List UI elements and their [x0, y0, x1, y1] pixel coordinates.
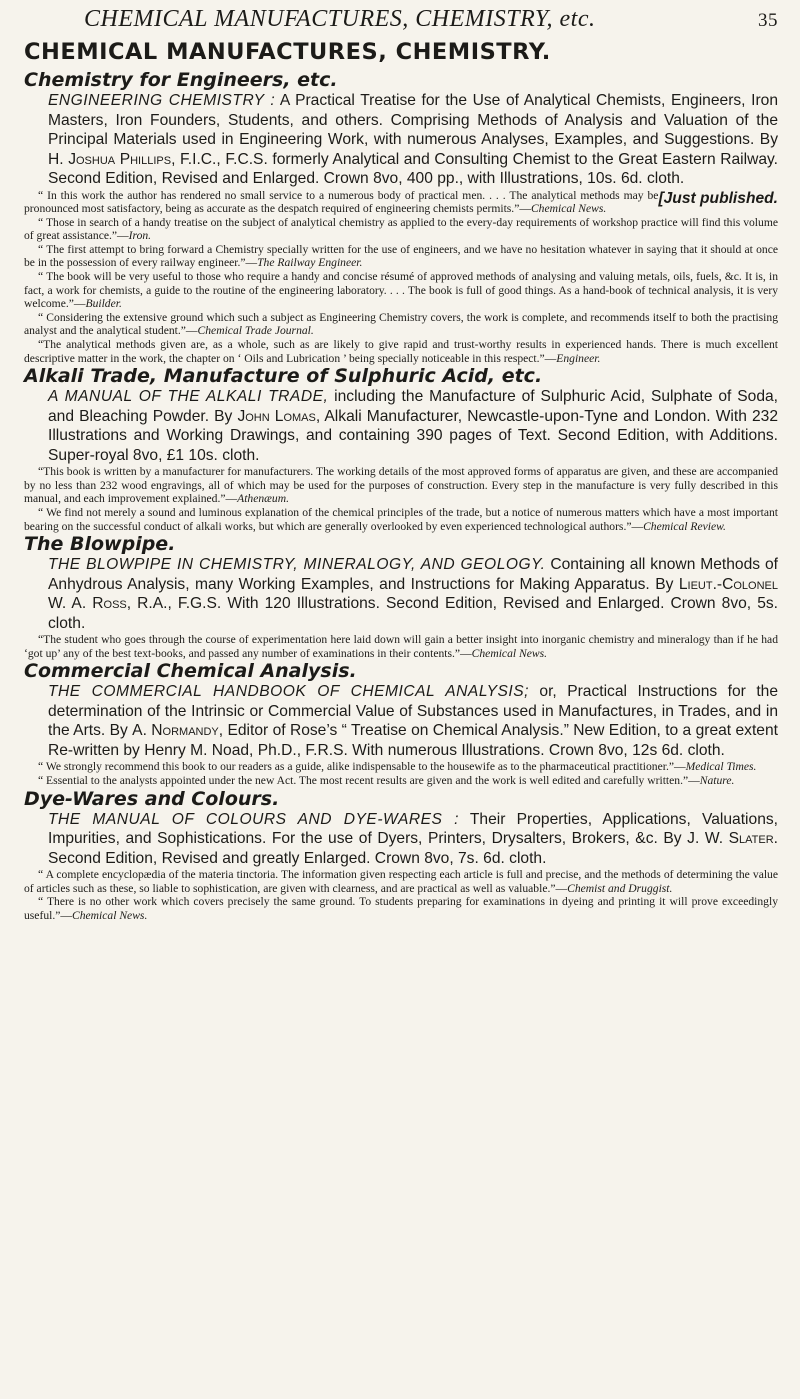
- review-source: Chemist and Druggist.: [567, 881, 673, 895]
- book-entry: [24, 69, 778, 365]
- book-details: , Editor of Rose’s “ Treatise on Chemical Analysis.” New Edition, to a great extent Re-written by Henry M. Noad, Ph.D., F.R.S. With numerous Illustrations. Crown 8vo, 12s 6d. cloth.: [48, 722, 778, 759]
- book-subtitle: or, Practical Instructions for the determination of the Intrinsic or Commercial Value of Substances used in Manufactures, in Trades, and in the Arts. By: [48, 683, 778, 740]
- review-text: “ The first attempt to bring forward a Chemistry specially written for the use of engineers, and we have no hesitation whatever in saying that it should at once be in the possession of every railway engineer.”—: [24, 242, 778, 270]
- review-quote: [24, 895, 778, 922]
- review-text: “ We find not merely a sound and luminous explanation of the chemical principles of the trade, but a notice of numerous matters which have a most important bearing on the successful conduct of alkali works, but which are generally overlooked by even experienced technological authors.”—: [24, 506, 778, 533]
- review-source: Medical Times.: [685, 760, 757, 774]
- entry-heading: Commercial Chemical Analysis.: [24, 660, 357, 683]
- review-text: “ A complete encyclopædia of the materia tinctoria. The information given respecting each article is full and precise, and the methods of determining the value of articles such as these, so liable to sophistication, are given with clearness, and are practical as well as valuable.”—: [24, 868, 778, 895]
- book-entry: [24, 788, 778, 923]
- book-entry: [24, 365, 778, 533]
- running-head: [84, 6, 778, 33]
- review-quote: [24, 311, 778, 338]
- entry-heading: Alkali Trade, Manufacture of Sulphuric Acid, etc.: [24, 365, 543, 388]
- review-quote: [24, 506, 778, 533]
- review-text: “The student who goes through the course of experimentation here laid down will gain a better insight into inorganic chemistry and mineralogy than if he had ‘got up’ any of the best text-books, and passed any number of examinations in their contents.”—: [24, 633, 778, 660]
- book-entry: [24, 660, 778, 787]
- entry-heading: Chemistry for Engineers, etc.: [24, 69, 338, 91]
- review-text: “ The book will be very useful to those who require a handy and concise résumé of approved methods of analysing and valuing metals, oils, fuels, &c. It is, in fact, a work for chemists, a guide to the routine of the engineering laboratory. . . . The book is full of good things. As a hand-book of technical analysis, it is very welcome.”—: [24, 270, 778, 311]
- book-details: . Second Edition, Revised and greatly Enlarged. Crown 8vo, 7s. 6d. cloth.: [48, 830, 778, 867]
- review-source: Chemical Review.: [643, 519, 726, 533]
- book-details: , R.A., F.G.S. With 120 Illustrations. Second Edition, Revised and Enlarged. Crown 8vo, 5s. cloth.: [48, 595, 779, 632]
- book-details: , Alkali Manufacturer, Newcastle-upon-Tyne and London. With 232 Illustrations and Working Drawings, and containing 390 pages of Text. Second Edition, with Additions. Super-royal 8vo, £1 10s. cloth.: [48, 407, 778, 464]
- review-text: “ Essential to the analysts appointed under the new Act. The most recent results are given and the work is well edited and carefully written.”—: [38, 773, 700, 787]
- section-title: CHEMICAL MANUFACTURES, CHEMISTRY.: [24, 39, 551, 65]
- review-quote: [24, 774, 778, 788]
- review-quote: [24, 338, 778, 365]
- book-title: ENGINEERING CHEMISTRY :: [48, 92, 276, 109]
- publication-note: [Just published.: [658, 189, 778, 207]
- book-description: [48, 387, 778, 465]
- review-source: Nature.: [699, 773, 735, 787]
- book-author: H. Joshua Phillips: [48, 150, 172, 168]
- book-title: THE MANUAL OF COLOURS AND DYE-WARES :: [48, 810, 459, 828]
- book-subtitle: Their Properties, Applications, Valuations, Impurities, and Sophistications. For the use of Dyers, Printers, Drysalters, Brokers, &c. By: [48, 810, 778, 848]
- book-subtitle: Containing all known Methods of Anhydrous Analysis, many Working Examples, and Instructions for Making Apparatus. By: [48, 556, 778, 593]
- review-source: The Railway Engineer.: [257, 256, 363, 270]
- review-text: “ In this work the author has rendered no small service to a numerous body of practical men. . . . The analytical methods may be pronounced most satisfactory, being as accurate as the despatch required of engineering chemists permits.”—: [24, 188, 659, 216]
- review-source: Athenæum.: [237, 492, 289, 506]
- review-quote: [24, 760, 778, 774]
- review-text: “The analytical methods given are, as a whole, such as are likely to give rapid and trust-worthy results in experienced hands. There is much excellent descriptive matter in the work, the chapter on ‘ Oils and Lubrication ’ being specially noticeable in this respect.”—: [24, 338, 778, 365]
- review-quote: [24, 633, 778, 660]
- review-text: “ There is no other work which covers precisely the same ground. To students preparing for examinations in dyeing and printing it will prove exceedingly useful.”—: [24, 895, 778, 922]
- review-source: Engineer.: [556, 351, 601, 365]
- book-author: J. W. Slater: [687, 830, 774, 848]
- book-title: THE BLOWPIPE IN CHEMISTRY, MINERALOGY, AND GEOLOGY.: [48, 556, 546, 574]
- book-author: Lieut.-Colonel W. A. Ross: [48, 575, 778, 613]
- book-description: [48, 555, 778, 633]
- review-text: “This book is written by a manufacturer for manufacturers. The working details of the most approved forms of apparatus are given, and these are accompanied by no less than 232 wood engravings, all of which may be used for the purposes of construction. Every step in the manufacture is very fully described in this manual, and each improvement explained.”—: [24, 465, 778, 506]
- review-source: Iron.: [128, 229, 152, 243]
- review-source: Chemical News.: [530, 202, 607, 216]
- review-quote: [24, 270, 778, 311]
- book-author: A. Normandy: [132, 722, 219, 740]
- review-text: “ We strongly recommend this book to our readers as a guide, alike indispensable to the housewife as to the pharmaceutical practitioner.”—: [38, 760, 686, 774]
- running-head-title: CHEMICAL MANUFACTURES, CHEMISTRY, etc.: [84, 6, 596, 32]
- review-source: Chemical Trade Journal.: [197, 324, 314, 338]
- review-quote: [24, 243, 778, 270]
- book-title: THE COMMERCIAL HANDBOOK OF CHEMICAL ANALYSIS;: [48, 683, 529, 701]
- entries-list: [24, 69, 778, 922]
- review-quote: [24, 216, 778, 243]
- review-quote: [24, 465, 778, 506]
- book-description: [48, 682, 778, 760]
- page-number: 35: [758, 10, 778, 31]
- book-description: [48, 810, 778, 869]
- review-text: “ Considering the extensive ground which such a subject as Engineering Chemistry covers, the work is complete, and recommends itself to both the practising analyst and the analytical student.”—: [24, 310, 778, 338]
- book-title: A MANUAL OF THE ALKALI TRADE,: [48, 388, 329, 406]
- review-source: Builder.: [85, 297, 122, 311]
- book-subtitle: A Practical Treatise for the Use of Analytical Chemists, Engineers, Iron Masters, Iron Founders, Students, and others. Comprising Methods of Analysis and Valuation of the Principal Materials used in Engineering Work, with numerous Analyses, Examples, and Suggestions. By: [48, 92, 778, 148]
- review-source: Chemical News.: [471, 646, 548, 660]
- book-entry: [24, 533, 778, 660]
- book-subtitle: including the Manufacture of Sulphuric Acid, Sulphate of Soda, and Bleaching Powder. By: [48, 388, 778, 425]
- entry-heading: The Blowpipe.: [24, 533, 176, 556]
- entry-heading: Dye-Wares and Colours.: [24, 787, 280, 810]
- review-quote: [24, 868, 778, 895]
- review-text: “ Those in search of a handy treatise on the subject of analytical chemistry as applied to the every-day requirements of workshop practice will find this volume of great assistance.”—: [24, 215, 778, 243]
- review-source: Chemical News.: [71, 908, 148, 922]
- book-author: John Lomas: [237, 407, 316, 425]
- book-details: , F.I.C., F.C.S. formerly Analytical and Consulting Chemist to the Great Eastern Railway. Second Edition, Revised and Enlarged. Crown 8vo, 400 pp., with Illustrations, 10s. 6d. cloth.: [48, 150, 778, 187]
